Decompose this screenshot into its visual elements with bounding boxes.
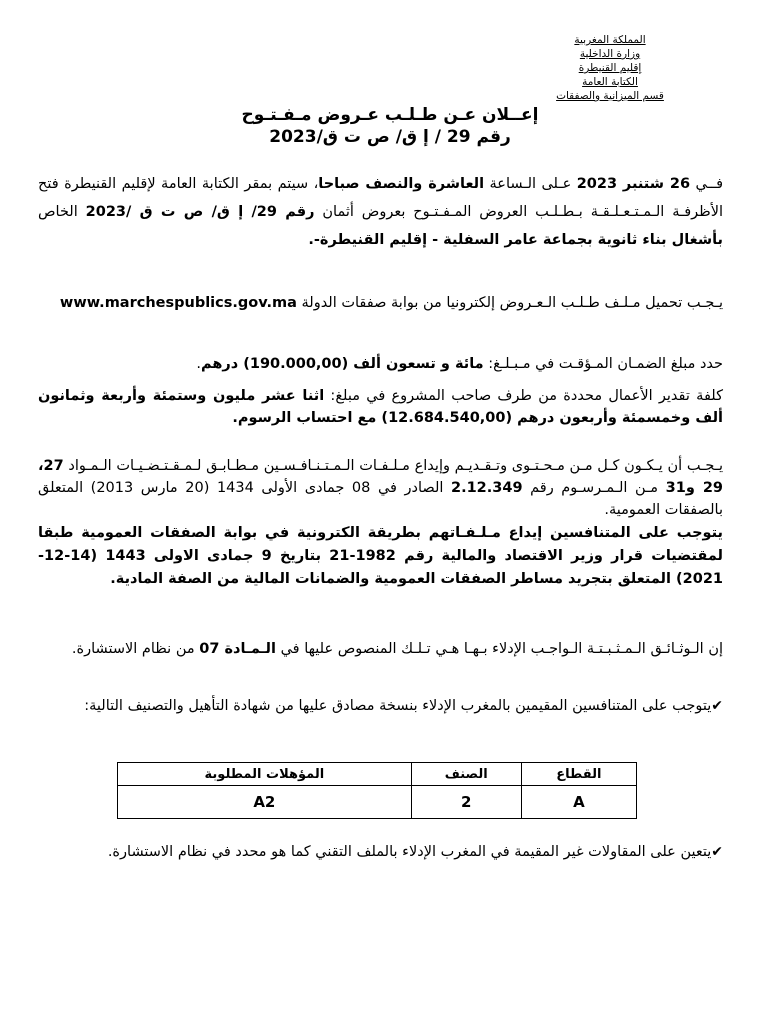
title-main: إعــلان عـن طـلـب عـروض مـفـتـوح	[241, 105, 539, 125]
table-row	[118, 786, 637, 819]
estimate-amount: اثنا عشر مليون وستمئة وأربعة وثمانون ألف وخمسمئة وأربعون درهم (12.684.540,00) مع احتساب الرسوم.	[38, 388, 723, 426]
foreign-firms-text: يتعين على المقاولات غير المقيمة في المغرب الإدلاء بالملف التقني كما هو محدد في نظام الاستشارة.	[107, 844, 712, 860]
opening-text-b: عـلى الـساعة	[484, 176, 577, 192]
header-sector: القطاع	[521, 763, 636, 786]
documents-paragraph	[38, 638, 723, 660]
guarantee-paragraph	[38, 350, 723, 378]
opening-date: 26 شتنبر 2023	[576, 176, 691, 192]
cell-qualifications: A2	[118, 786, 412, 819]
electronic-submission-paragraph: يتوجب على المتنافسين إيداع مـلـفـاتهم بطريقة الكترونية في بوابة الصفقات العمومية طبقا لمقتضيات قرار وزير الاقتصاد والمالية رقم 1982-21 بتاريخ 9 جمادى الاولى 1443 (14-12-2021) المتعلق بتجريد مساطر الصفقات العمومية والضمانات المالية من الصفة المادية.	[38, 525, 723, 587]
compliance-text-a: يـجـب أن يـكـون كـل مـن مـحـتـوى وتـقـديـم وإيداع مـلـفـات الـمـتـنـافـسـين مـطـابـق لـمـقـتـضـيـات الـمـواد	[63, 458, 723, 474]
estimate-text: كلفة تقدير الأعمال محددة من طرف صاحب المشروع في مبلغ:	[324, 388, 723, 404]
compliance-text-c: الصادر في 08 جمادى الأولى 1434 (20 مارس 2013) المتعلق بالصفقات العمومية.	[38, 480, 723, 518]
qualification-text: يتوجب على المتنافسين المقيمين بالمغرب الإدلاء بنسخة مصادق عليها من شهادة التأهيل والتصنيف التالية:	[84, 698, 712, 714]
decree-number: 2.12.349	[450, 480, 523, 496]
cell-sector: A	[521, 786, 636, 819]
compliance-articles: 27، 29 و31	[38, 458, 724, 496]
header-qualifications: المؤهلات المطلوبة	[118, 763, 412, 786]
documents-text-b: من نظام الاستشارة.	[71, 641, 200, 657]
tender-subject: بأشغال بناء ثانوية بجماعة عامر السفلية - إقليم القنيطرة-.	[308, 232, 723, 248]
qualification-table	[117, 762, 637, 819]
checkmark-icon: ✔	[711, 698, 723, 714]
letterhead-secretariat: الكتابة العامة	[582, 76, 638, 88]
tender-reference: رقم 29/ إ ق/ ص ت ق /2023	[85, 204, 315, 220]
checkmark-icon: ✔	[711, 844, 723, 860]
documents-article: الـمـادة 07	[199, 641, 276, 657]
letterhead	[540, 33, 680, 103]
letterhead-ministry: وزارة الداخلية	[579, 48, 641, 60]
letterhead-division: قسم الميزانية والصفقات	[556, 90, 664, 102]
opening-paragraph	[38, 170, 723, 254]
documents-text-a: إن الـوثـائـق الـمـثـبـتـة الـواجـب الإدلاء بـهـا هـي تـلـك المنصوص عليها في	[275, 641, 723, 657]
download-text: يـجـب تحميل مـلـف طـلـب الـعـروض إلكترونيا من بوابة صفقات الدولة	[296, 295, 723, 311]
portal-link[interactable]: www.marchespublics.gov.ma	[59, 295, 297, 311]
letterhead-province: إقليم القنيطرة	[578, 62, 642, 74]
cell-class: 2	[411, 786, 521, 819]
guarantee-amount: مائة و تسعون ألف (190.000,00) درهم	[200, 356, 484, 372]
letterhead-kingdom: المملكة المغربية	[574, 34, 646, 46]
compliance-paragraph	[38, 455, 723, 521]
compliance-text-b: مـن الـمـرسـوم رقم	[522, 480, 666, 496]
guarantee-end: .	[196, 356, 201, 372]
qualification-paragraph	[38, 690, 723, 722]
estimate-paragraph	[38, 385, 723, 429]
opening-text-d: الخاص	[38, 204, 86, 220]
table-header-row	[118, 763, 637, 786]
foreign-firms-paragraph	[38, 836, 723, 868]
opening-time: العاشرة والنصف صباحا	[318, 176, 485, 192]
guarantee-text: حدد مبلغ الضمـان المـؤقـت في مـبـلـغ:	[483, 356, 723, 372]
opening-text-a: فــي	[690, 176, 724, 192]
download-paragraph	[38, 290, 723, 316]
title-reference: رقم 29 / إ ق/ ص ت ق/2023	[269, 127, 511, 147]
opening-text-c: ، سيتم بمقر الكتابة العامة لإقليم القنيطرة فتح الأظرفـة الـمـتـعـلـقـة بـطـلـب العروض المـفـتـوح بعروض أثمان	[38, 176, 723, 220]
announcement-title	[150, 104, 630, 148]
header-class: الصنف	[411, 763, 521, 786]
